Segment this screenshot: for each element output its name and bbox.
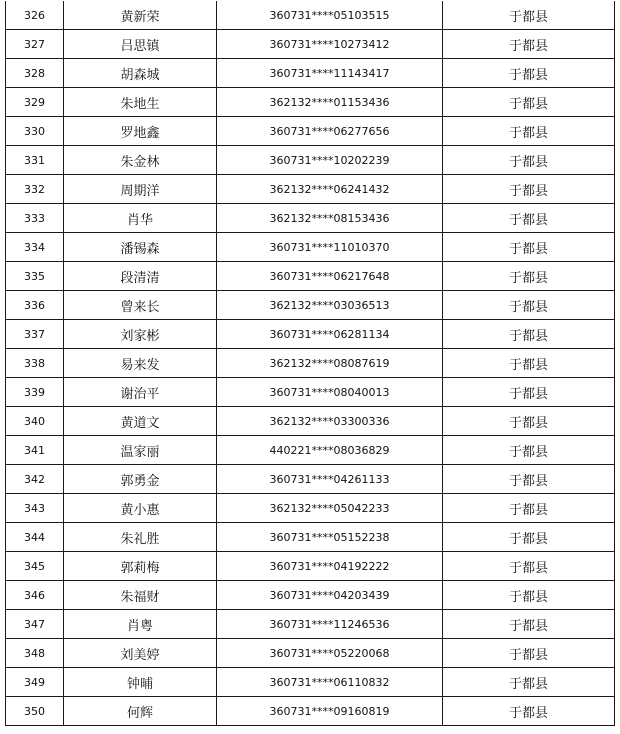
row-number: 350 [6,697,64,726]
id-number: 362132****08153436 [217,204,443,233]
county: 于都县 [443,233,615,262]
row-number: 329 [6,88,64,117]
person-name: 罗地鑫 [64,117,217,146]
id-number: 360731****04192222 [217,552,443,581]
row-number: 338 [6,349,64,378]
person-name: 朱福财 [64,581,217,610]
id-number: 360731****05103515 [217,1,443,30]
person-name: 钟晡 [64,668,217,697]
county: 于都县 [443,175,615,204]
row-number: 335 [6,262,64,291]
table-row [6,610,615,639]
id-number: 360731****08040013 [217,378,443,407]
person-name: 朱礼胜 [64,523,217,552]
table-row [6,436,615,465]
id-number: 362132****08087619 [217,349,443,378]
id-number: 362132****03036513 [217,291,443,320]
table-row [6,59,615,88]
row-number: 340 [6,407,64,436]
table-row [6,494,615,523]
county: 于都县 [443,436,615,465]
person-name: 肖粤 [64,610,217,639]
row-number: 348 [6,639,64,668]
row-number: 328 [6,59,64,88]
county: 于都县 [443,494,615,523]
table-row [6,233,615,262]
county: 于都县 [443,581,615,610]
id-number: 360731****06277656 [217,117,443,146]
table-row [6,378,615,407]
row-number: 343 [6,494,64,523]
table-row [6,262,615,291]
person-name: 郭莉梅 [64,552,217,581]
county: 于都县 [443,30,615,59]
person-name: 易来发 [64,349,217,378]
person-name: 黄小惠 [64,494,217,523]
row-number: 339 [6,378,64,407]
table-row [6,639,615,668]
id-number: 362132****01153436 [217,88,443,117]
id-number: 360731****10202239 [217,146,443,175]
county: 于都县 [443,291,615,320]
id-number: 360731****05152238 [217,523,443,552]
county: 于都县 [443,349,615,378]
table-row [6,349,615,378]
person-name: 刘家彬 [64,320,217,349]
row-number: 331 [6,146,64,175]
top-crop-edge [0,0,620,1]
county: 于都县 [443,668,615,697]
person-name: 肖华 [64,204,217,233]
person-name: 温家丽 [64,436,217,465]
table-row [6,291,615,320]
id-number: 362132****06241432 [217,175,443,204]
id-number: 360731****06281134 [217,320,443,349]
roster-table [5,0,615,726]
id-number: 440221****08036829 [217,436,443,465]
row-number: 345 [6,552,64,581]
id-number: 360731****11246536 [217,610,443,639]
table-row [6,204,615,233]
table-row [6,581,615,610]
row-number: 347 [6,610,64,639]
row-number: 330 [6,117,64,146]
county: 于都县 [443,639,615,668]
county: 于都县 [443,523,615,552]
id-number: 360731****11143417 [217,59,443,88]
roster-body [6,1,615,726]
table-row [6,668,615,697]
id-number: 362132****03300336 [217,407,443,436]
table-row [6,407,615,436]
person-name: 谢治平 [64,378,217,407]
table-row [6,88,615,117]
row-number: 346 [6,581,64,610]
row-number: 342 [6,465,64,494]
id-number: 360731****10273412 [217,30,443,59]
person-name: 曾来长 [64,291,217,320]
table-row [6,552,615,581]
county: 于都县 [443,146,615,175]
person-name: 胡森城 [64,59,217,88]
person-name: 刘美婷 [64,639,217,668]
county: 于都县 [443,59,615,88]
county: 于都县 [443,204,615,233]
county: 于都县 [443,320,615,349]
id-number: 360731****11010370 [217,233,443,262]
person-name: 周期洋 [64,175,217,204]
county: 于都县 [443,610,615,639]
table-row [6,697,615,726]
county: 于都县 [443,1,615,30]
id-number: 360731****09160819 [217,697,443,726]
row-number: 337 [6,320,64,349]
id-number: 362132****05042233 [217,494,443,523]
row-number: 333 [6,204,64,233]
person-name: 潘锡森 [64,233,217,262]
county: 于都县 [443,407,615,436]
county: 于都县 [443,697,615,726]
row-number: 327 [6,30,64,59]
person-name: 朱地生 [64,88,217,117]
person-name: 吕思镇 [64,30,217,59]
county: 于都县 [443,378,615,407]
table-row [6,320,615,349]
person-name: 黄道文 [64,407,217,436]
person-name: 朱金林 [64,146,217,175]
table-row [6,523,615,552]
county: 于都县 [443,262,615,291]
row-number: 341 [6,436,64,465]
county: 于都县 [443,465,615,494]
id-number: 360731****06217648 [217,262,443,291]
id-number: 360731****06110832 [217,668,443,697]
row-number: 332 [6,175,64,204]
id-number: 360731****05220068 [217,639,443,668]
row-number: 344 [6,523,64,552]
county: 于都县 [443,88,615,117]
id-number: 360731****04203439 [217,581,443,610]
row-number: 349 [6,668,64,697]
row-number: 336 [6,291,64,320]
table-row [6,117,615,146]
table-row [6,465,615,494]
person-name: 黄新荣 [64,1,217,30]
table-row [6,1,615,30]
id-number: 360731****04261133 [217,465,443,494]
county: 于都县 [443,117,615,146]
county: 于都县 [443,552,615,581]
table-row [6,146,615,175]
row-number: 334 [6,233,64,262]
table-row [6,30,615,59]
row-number: 326 [6,1,64,30]
table-row [6,175,615,204]
person-name: 郭勇金 [64,465,217,494]
person-name: 何辉 [64,697,217,726]
person-name: 段清清 [64,262,217,291]
